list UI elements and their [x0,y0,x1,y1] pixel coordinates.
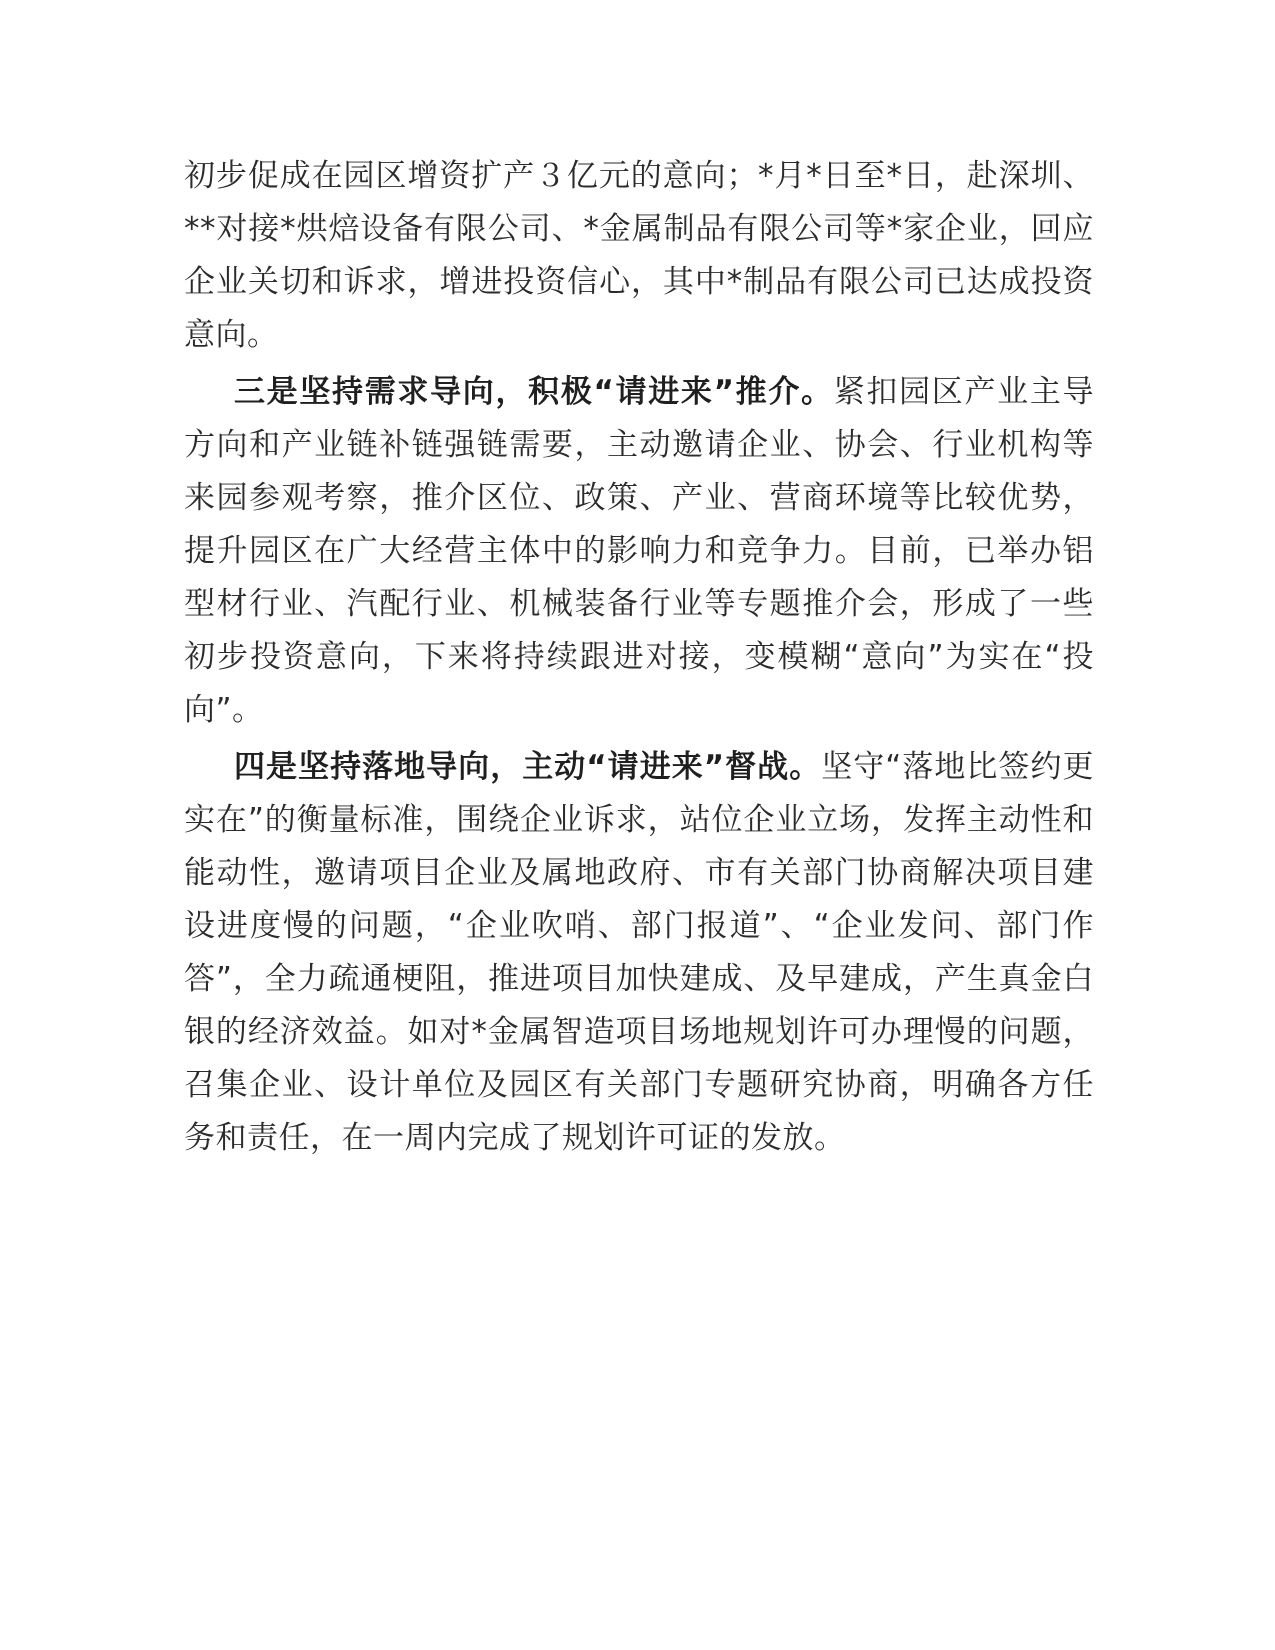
paragraph-text: 紧扣园区产业主导方向和产业链补链强链需要，主动邀请企业、协会、行业机构等来园参观考察，推介区位、政策、产业、营商环境等比较优势，提升园区在广大经营主体中的影响力和竞争力。目前，已举办铝型材行业、汽配行业、机械装备行业等专题推介会，形成了一些初步投资意向，下来将持续跟进对接，变模糊“意向”为实在“投向”。 [184,374,1094,728]
paragraph-text: 坚守“落地比签约更实在”的衡量标准，围绕企业诉求，站位企业立场，发挥主动性和能动性，邀请项目企业及属地政府、市有关部门协商解决项目建设进度慢的问题，“企业吹哨、部门报道”、“企业发问、部门作答”，全力疏通梗阻，推进项目加快建成、及早建成，产生真金白银的经济效益。如对*金属智造项目场地规划许可办理慢的问题，召集企业、设计单位及园区有关部门专题研究协商，明确各方任务和责任，在一周内完成了规划许可证的发放。 [184,749,1094,1156]
paragraph-heading: 四是坚持落地导向，主动“请进来”督战。 [234,749,822,785]
paragraph-continuation [184,150,1094,362]
paragraph-heading: 三是坚持需求导向，积极“请进来”推介。 [234,374,834,410]
paragraph-demand-oriented [184,366,1094,737]
paragraph-text: 初步促成在园区增资扩产３亿元的意向；*月*日至*日，赴深圳、**对接*烘焙设备有限公司、*金属制品有限公司等*家企业，回应企业关切和诉求，增进投资信心，其中*制品有限公司已达成投资意向。 [184,158,1094,353]
paragraph-implementation-oriented [184,741,1094,1165]
document-body [184,150,1094,1169]
